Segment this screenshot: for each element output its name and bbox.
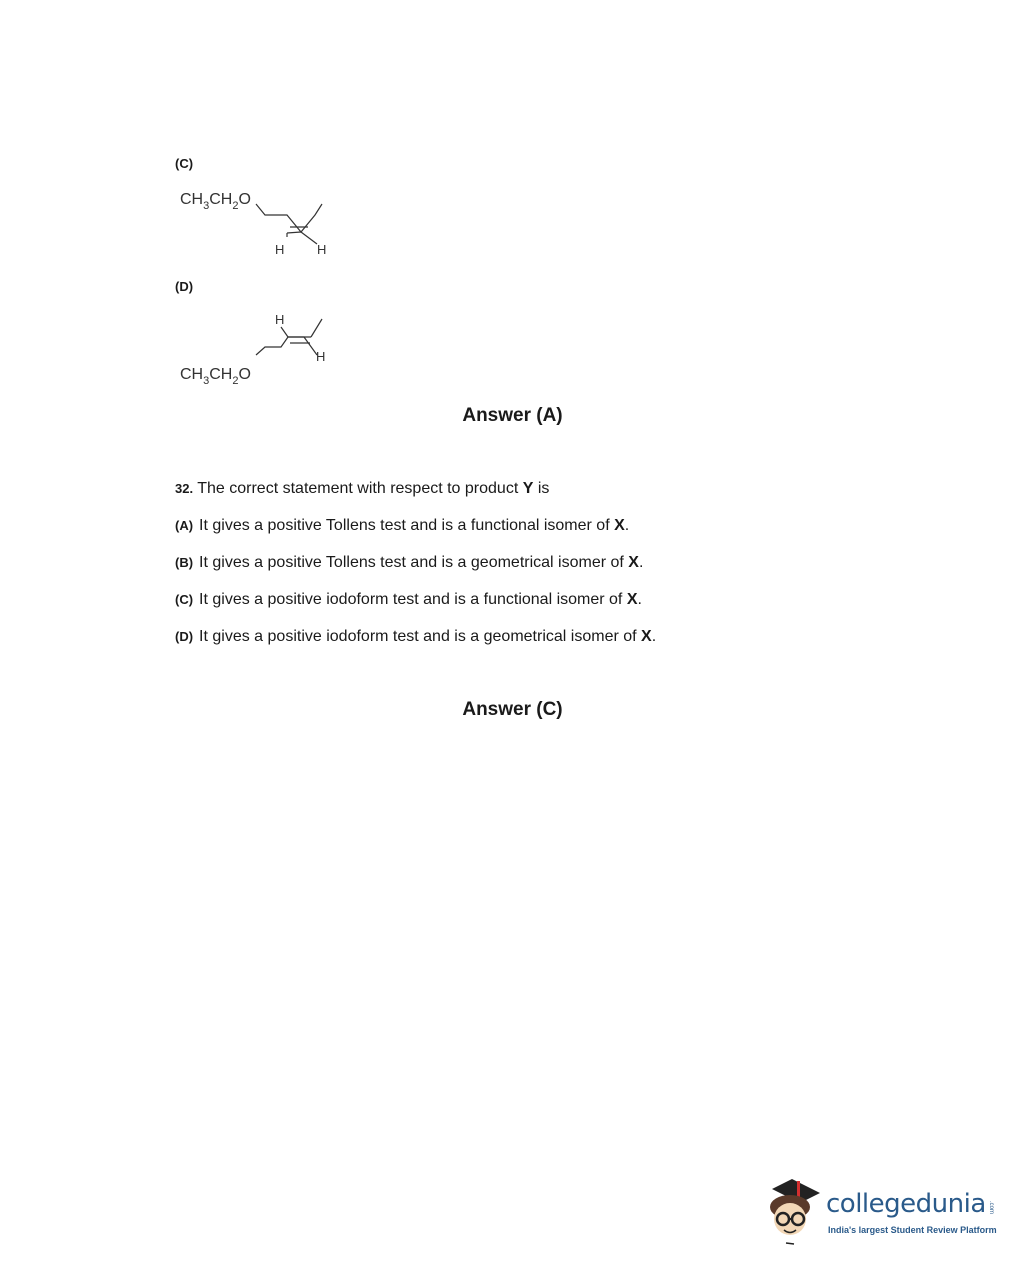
option-c-label: (C) — [175, 156, 194, 171]
option-a — [175, 517, 629, 535]
question-bold: Y — [522, 480, 534, 497]
option-b — [175, 554, 643, 572]
d-h2-text: H — [316, 349, 326, 364]
option-bold: X — [628, 554, 639, 571]
answer-31: Answer (A) — [462, 405, 563, 426]
option-c-structure — [170, 182, 350, 262]
collegedunia-logo — [764, 1175, 997, 1255]
answer-32: Answer (C) — [462, 699, 563, 720]
option-text: It gives a positive iodoform test and is a functional isomer of — [199, 591, 623, 608]
question-32-stem — [175, 480, 549, 498]
option-end: . — [638, 554, 644, 571]
d-h1-text: H — [275, 312, 285, 327]
option-text: It gives a positive Tollens test and is a functional isomer of — [199, 517, 610, 534]
option-c — [175, 591, 642, 609]
c-h1-text: H — [275, 242, 285, 257]
option-d-label: (D) — [175, 279, 194, 294]
option-text: It gives a positive Tollens test and is a geometrical isomer of — [199, 554, 624, 571]
option-d — [175, 628, 656, 646]
option-label: (A) — [175, 518, 194, 533]
question-text-end: is — [537, 480, 550, 497]
question-number: 32. — [175, 481, 194, 496]
logo-tagline: India's largest Student Review Platform — [828, 1225, 997, 1235]
c-ch3-text: $CH_3CH_2O$ — [180, 191, 251, 212]
question-text: The correct statement with respect to product — [197, 480, 519, 497]
logo-name: collegedunia — [826, 1189, 986, 1219]
option-bold: X — [641, 628, 652, 645]
option-d-structure — [170, 305, 350, 385]
option-end: . — [651, 628, 657, 645]
option-bold: X — [626, 591, 638, 608]
option-label: (D) — [175, 629, 194, 644]
d-ch3-text: $CH_3CH_2O$ — [180, 366, 251, 385]
option-label: (C) — [175, 592, 194, 607]
option-end: . — [624, 517, 630, 534]
c-h2-text: H — [317, 242, 327, 257]
logo-suffix: .com — [988, 1201, 994, 1215]
option-label: (B) — [175, 555, 194, 570]
option-text: It gives a positive iodoform test and is a geometrical isomer of — [199, 628, 637, 645]
option-end: . — [637, 591, 642, 608]
option-bold: X — [614, 517, 625, 534]
mascot-icon — [764, 1175, 826, 1255]
